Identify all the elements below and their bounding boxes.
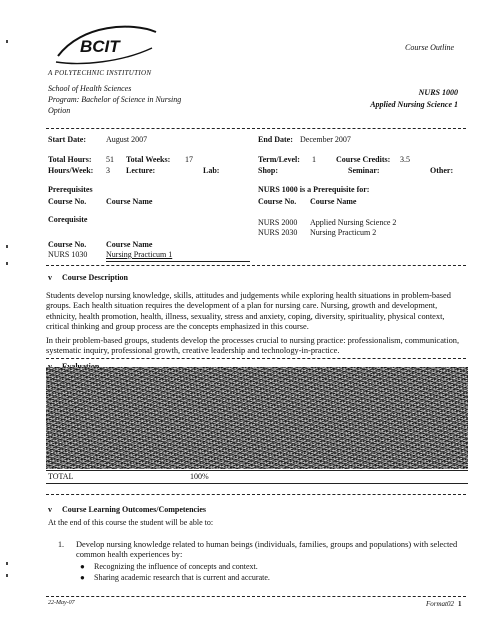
outcomes-intro: At the end of this course the student will be able to:: [48, 518, 214, 527]
course-title: Applied Nursing Science 1: [370, 100, 458, 109]
shop-label: Shop:: [258, 166, 279, 175]
coreq-course-no-header: Course No.: [48, 240, 87, 249]
bcit-logo-text: BCIT: [80, 37, 120, 56]
course-description-heading: Course Description: [62, 273, 128, 282]
course-credits-value: 3.5: [400, 155, 410, 164]
hours-week-value: 3: [106, 166, 110, 175]
evaluation-total-value: 100%: [190, 472, 209, 481]
footer-date: 22-May-07: [48, 600, 75, 606]
prereq-for-row-2-name: Nursing Practicum 2: [310, 228, 377, 237]
total-weeks-label: Total Weeks:: [126, 155, 171, 164]
evaluation-divider: [46, 494, 466, 495]
outcomes-heading: Course Learning Outcomes/Competencies: [62, 505, 206, 514]
prereq-for-row-2-no: NURS 2030: [258, 228, 298, 237]
school-name: School of Health Sciences: [48, 84, 132, 93]
outcome-1-sub-item-1: Recognizing the influence of concepts and context.: [94, 562, 258, 571]
start-date-label: Start Date:: [48, 135, 86, 144]
coreq-row-1-name: Nursing Practicum 1: [106, 250, 173, 259]
evaluation-bottom-rule: [46, 483, 468, 484]
outcome-1-sub-bullet-2: ●: [80, 573, 85, 582]
outcome-1-text: Develop nursing knowledge related to human beings (individuals, families, groups and populations) with selected common health experiences by:: [76, 540, 458, 560]
course-description-paragraph-1: Students develop nursing knowledge, skills, attitudes and judgements while exploring health situations in problem-based groups. Each health situation requires the development of a plan for nursing care. Nursing, growth and development, ethnicity, health promotion, health, illness, sexuality, stress and anxiety, coping, diversity, spirituality, physical context, critical thinking and group process are the concepts emphasized in this course.: [46, 291, 451, 332]
end-date-value: December 2007: [300, 135, 351, 144]
polytechnic-line: A POLYTECHNIC INSTITUTION: [48, 69, 152, 77]
requisites-divider: [46, 265, 466, 266]
footer-page-number: 1: [458, 600, 462, 608]
term-level-label: Term/Level:: [258, 155, 300, 164]
total-hours-label: Total Hours:: [48, 155, 92, 164]
prereq-for-course-no-header: Course No.: [258, 197, 297, 206]
course-code: NURS 1000: [418, 88, 458, 97]
start-date-value: August 2007: [106, 135, 148, 144]
evaluation-total-rule: [46, 470, 468, 471]
total-hours-value: 51: [106, 155, 114, 164]
scan-mark: [6, 574, 8, 577]
scan-mark: [6, 562, 8, 565]
course-description-bullet: v: [48, 273, 52, 282]
scan-mark: [6, 40, 8, 43]
outcome-1-sub-item-2: Sharing academic research that is current and accurate.: [94, 573, 270, 582]
prereq-course-no-header: Course No.: [48, 197, 87, 206]
bcit-logo: [52, 22, 162, 68]
prereq-for-course-name-header: Course Name: [310, 197, 357, 206]
coreq-underline: [106, 261, 250, 262]
outcomes-bullet: v: [48, 505, 52, 514]
coreq-row-1-no: NURS 1030: [48, 250, 88, 259]
evaluation-total-label: TOTAL: [48, 472, 74, 481]
other-label: Other:: [430, 166, 454, 175]
course-description-paragraph-2: In their problem-based groups, students develop the processes crucial to nursing practice: professionalism, communication, systematic inquiry, professional growth, creative leadership and technology-in-practice.: [46, 336, 460, 356]
prerequisites-heading: Prerequisites: [48, 185, 93, 194]
footer-divider: [46, 596, 466, 597]
footer-format: Format02: [426, 600, 454, 608]
outcome-1-number: 1.: [58, 540, 64, 549]
lab-label: Lab:: [203, 166, 220, 175]
option-label: Option: [48, 106, 71, 115]
evaluation-table-obscured: [46, 367, 468, 469]
hours-week-label: Hours/Week:: [48, 166, 94, 175]
prereq-for-row-1-no: NURS 2000: [258, 218, 298, 227]
scan-mark: [6, 245, 8, 248]
scan-mark: [6, 262, 8, 265]
seminar-label: Seminar:: [348, 166, 380, 175]
coreq-course-name-header: Course Name: [106, 240, 153, 249]
outcome-1-sub-bullet-1: ●: [80, 562, 85, 571]
header-divider: [46, 128, 466, 129]
end-date-label: End Date:: [258, 135, 293, 144]
total-weeks-value: 17: [185, 155, 193, 164]
course-credits-label: Course Credits:: [336, 155, 391, 164]
program-name: Program: Bachelor of Science in Nursing: [48, 95, 182, 104]
corequisite-heading: Corequisite: [48, 215, 88, 224]
description-divider: [46, 358, 466, 359]
prereq-for-heading: NURS 1000 is a Prerequisite for:: [258, 185, 370, 194]
lecture-label: Lecture:: [126, 166, 156, 175]
course-outline-label: Course Outline: [405, 43, 455, 52]
prereq-for-row-1-name: Applied Nursing Science 2: [310, 218, 397, 227]
prereq-course-name-header: Course Name: [106, 197, 153, 206]
term-level-value: 1: [312, 155, 316, 164]
